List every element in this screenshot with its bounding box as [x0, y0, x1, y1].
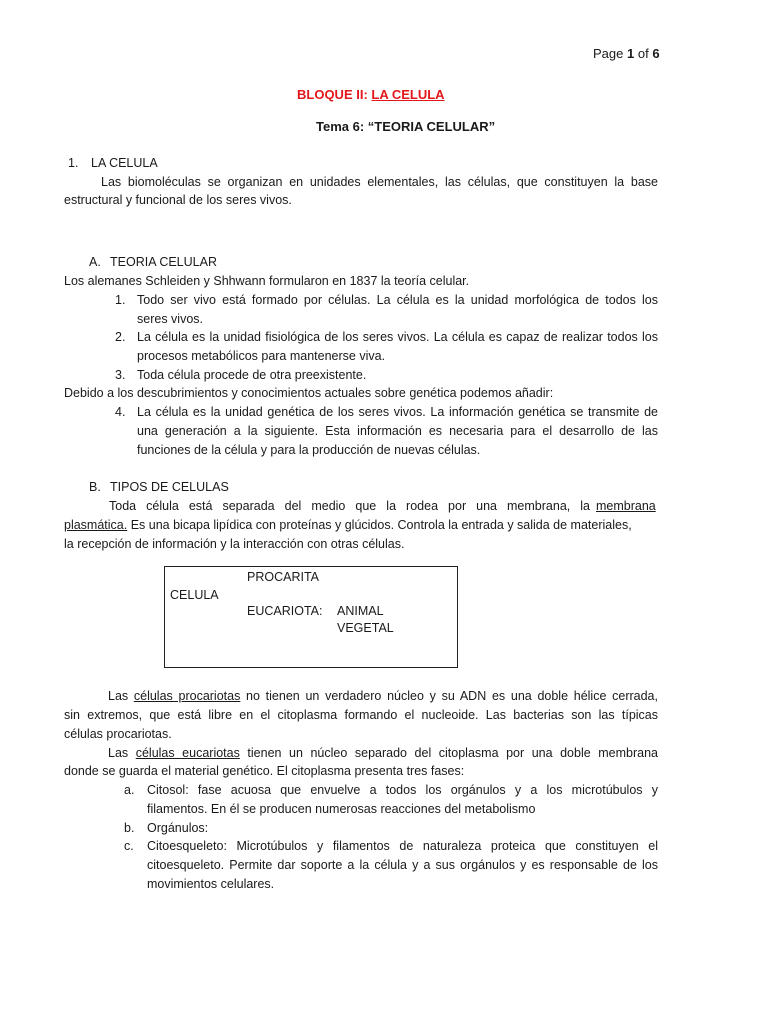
sectionB-heading: TIPOS DE CELULAS	[110, 480, 229, 494]
prok-line2: sin extremos, que está libre en el citoplasma formando el nucleoide. Las bacterias son las típicas	[64, 708, 658, 722]
section1-line1: Las biomoléculas se organizan en unidades elementales, las células, que constituyen la base	[101, 175, 658, 189]
sectionA-intro: Los alemanes Schleiden y Shhwann formularon en 1837 la teoría celular.	[64, 274, 470, 288]
page-number: 1	[627, 46, 635, 61]
plasmatica-term: plasmática.	[64, 518, 128, 532]
sectionA-item4-line2: una generación a la siguiente. Esta información es necesaria para el desarrollo de las	[137, 424, 658, 438]
euk-item-b-letter: b.	[124, 821, 135, 835]
sectionA-item1-num: 1.	[115, 293, 126, 307]
sectionA-item4-line1: La célula es la unidad genética de los seres vivos. La información genética se transmite de	[137, 405, 658, 419]
euk-item-a-line2: filamentos. En él se producen numerosas reacciones del metabolismo	[147, 802, 536, 816]
sectionB-p1-line1-pre: Toda célula está separada del medio que la rodea por una membrana, la	[109, 499, 590, 513]
sectionB-p1-line3: la recepción de información y la interacción con otras células.	[64, 537, 405, 551]
sectionA-item4-num: 4.	[115, 405, 126, 419]
page-indicator	[593, 46, 660, 61]
sectionB-p1-line2	[64, 518, 632, 532]
block-title-prefix: BLOQUE II:	[297, 87, 372, 102]
sectionA-letter: A.	[89, 255, 101, 269]
page-total: 6	[652, 46, 660, 61]
prok-line1	[108, 689, 658, 703]
prok-line1-rest: no tienen un verdadero núcleo y su ADN es una doble hélice cerrada,	[240, 689, 658, 703]
euk-start: Las	[108, 746, 136, 760]
euk-item-c-line2: citoesqueleto. Permite dar soporte a la célula y a sus orgánulos y es responsable de los	[147, 858, 658, 872]
sectionA-item2-line1: La célula es la unidad fisiológica de los seres vivos. La célula es capaz de realizar todos los	[137, 330, 658, 344]
prok-line3: células procariotas.	[64, 727, 172, 741]
euk-item-c-line3: movimientos celulares.	[147, 877, 275, 891]
sectionA-item1-line2: seres vivos.	[137, 312, 203, 326]
prok-term: células procariotas	[133, 689, 241, 703]
section1-heading: LA CELULA	[91, 156, 158, 170]
sectionA-item1-line1: Todo ser vivo está formado por células. La célula es la unidad morfológica de todos los	[137, 293, 658, 307]
box-celula: CELULA	[170, 588, 219, 602]
euk-term: células eucariotas	[135, 746, 240, 760]
prok-start: Las	[108, 689, 134, 703]
block-title	[297, 87, 445, 102]
section1-number: 1.	[68, 156, 79, 170]
sectionA-item2-line2: procesos metabólicos para mantenerse viva.	[137, 349, 386, 363]
euk-line1-rest: tienen un núcleo separado del citoplasma por una doble membrana	[239, 746, 658, 760]
euk-line1	[108, 746, 658, 760]
euk-item-a-letter: a.	[124, 783, 135, 797]
euk-item-b-line1: Orgánulos:	[147, 821, 209, 835]
topic-title: Tema 6: “TEORIA CELULAR”	[316, 119, 496, 134]
sectionA-item3-num: 3.	[115, 368, 126, 382]
sectionA-item3-line1: Toda célula procede de otra preexistente.	[137, 368, 367, 382]
sectionA-item4-line3: funciones de la célula y para la producción de nuevas células.	[137, 443, 481, 457]
euk-item-c-letter: c.	[124, 839, 134, 853]
euk-line2: donde se guarda el material genético. El citoplasma presenta tres fases:	[64, 764, 465, 778]
page-label: Page	[593, 46, 624, 61]
block-title-name: LA CELULA	[371, 87, 445, 102]
box-eucariota: EUCARIOTA:	[247, 604, 323, 618]
euk-item-c-line1: Citoesqueleto: Microtúbulos y filamentos de naturaleza proteica que constituyen el	[147, 839, 658, 853]
sectionA-heading: TEORIA CELULAR	[110, 255, 217, 269]
sectionB-p1-line2-rest: Es una bicapa lipídica con proteínas y glúcidos. Controla la entrada y salida de materiales,	[127, 518, 632, 532]
box-procarita: PROCARITA	[247, 570, 319, 584]
membrana-term: membrana	[596, 499, 656, 513]
box-animal: ANIMAL	[337, 604, 384, 618]
page-of-label: of	[637, 46, 649, 61]
sectionB-letter: B.	[89, 480, 101, 494]
section1-line2: estructural y funcional de los seres vivos.	[64, 193, 292, 207]
box-vegetal: VEGETAL	[337, 621, 394, 635]
sectionA-bridge: Debido a los descubrimientos y conocimientos actuales sobre genética podemos añadir:	[64, 386, 554, 400]
sectionA-item2-num: 2.	[115, 330, 126, 344]
euk-item-a-line1: Citosol: fase acuosa que envuelve a todos los orgánulos y a los microtúbulos y	[147, 783, 658, 797]
